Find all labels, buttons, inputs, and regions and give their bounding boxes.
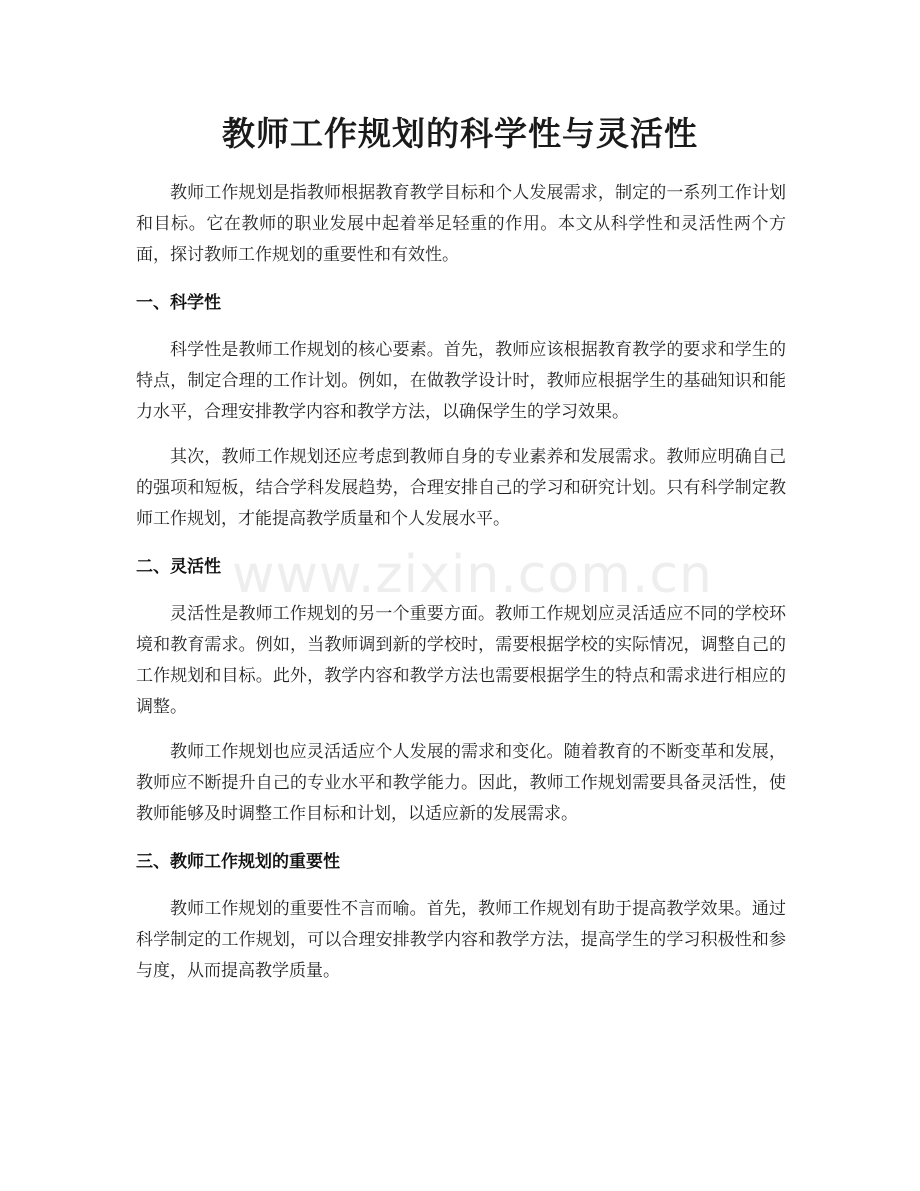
paragraph: 教师工作规划也应灵活适应个人发展的需求和变化。随着教育的不断变革和发展，教师应不断提升自己的专业水平和教学能力。因此，教师工作规划需要具备灵活性，使教师能够及时调整工作目标和计划，以适应新的发展需求。 <box>136 742 786 824</box>
paragraph: 教师工作规划的重要性不言而喻。首先，教师工作规划有助于提高教学效果。通过科学制定的工作规划，可以合理安排教学内容和教学方法，提高学生的学习积极性和参与度，从而提高教学质量。 <box>136 899 786 981</box>
section-heading-flexibility: 二、灵活性 <box>136 557 221 577</box>
section-heading-scientific: 一、科学性 <box>136 293 221 313</box>
document-body <box>136 178 786 1001</box>
watermark: www.zixin.com.cn <box>232 545 713 605</box>
paragraph: 其次，教师工作规划还应考虑到教师自身的专业素养和发展需求。教师应明确自己的强项和短板，结合学科发展趋势，合理安排自己的学习和研究计划。只有科学制定教师工作规划，才能提高教学质量和个人发展水平。 <box>136 447 786 529</box>
intro-paragraph: 教师工作规划是指教师根据教育教学目标和个人发展需求，制定的一系列工作计划和目标。它在教师的职业发展中起着举足轻重的作用。本文从科学性和灵活性两个方面，探讨教师工作规划的重要性和有效性。 <box>136 183 786 265</box>
section-heading-importance: 三、教师工作规划的重要性 <box>136 852 340 872</box>
paragraph: 科学性是教师工作规划的核心要素。首先，教师应该根据教育教学的要求和学生的特点，制定合理的工作计划。例如，在做教学设计时，教师应根据学生的基础知识和能力水平，合理安排教学内容和教学方法，以确保学生的学习效果。 <box>136 340 786 422</box>
paragraph: 灵活性是教师工作规划的另一个重要方面。教师工作规划应灵活适应不同的学校环境和教育需求。例如，当教师调到新的学校时，需要根据学校的实际情况，调整自己的工作规划和目标。此外，教学内容和教学方法也需要根据学生的特点和需求进行相应的调整。 <box>136 604 786 717</box>
document-title: 教师工作规划的科学性与灵活性 <box>222 114 698 153</box>
